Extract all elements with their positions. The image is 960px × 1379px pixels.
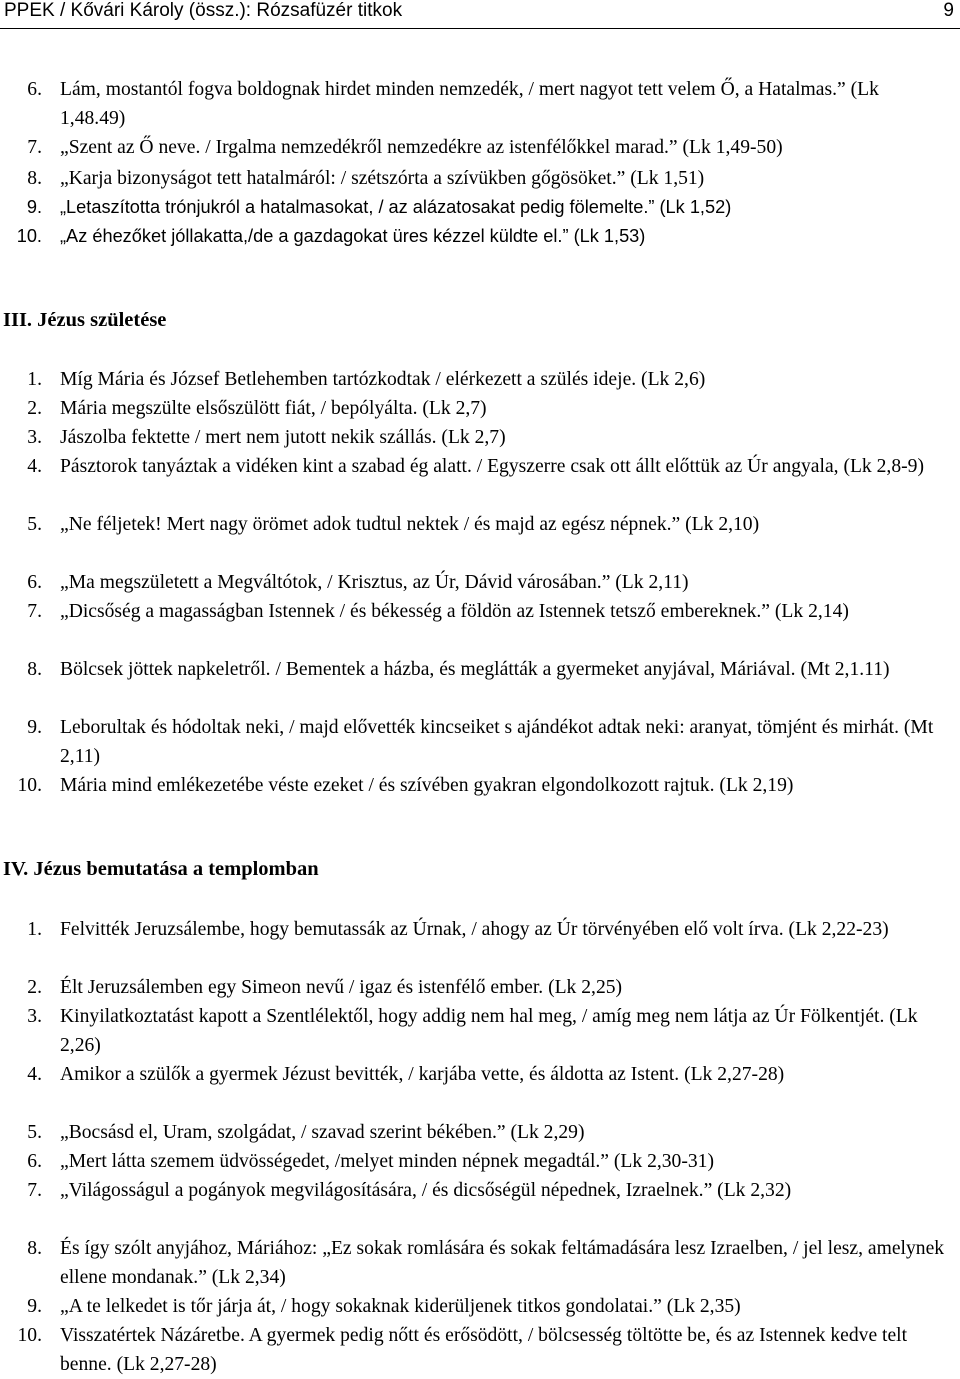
header-title: PPEK / Kővári Károly (össz.): Rózsafüzér titkok	[4, 0, 403, 21]
page-number: 9	[943, 0, 954, 21]
section-heading: IV. Jézus bemutatása a templomban	[3, 858, 319, 880]
header-rule	[0, 28, 960, 29]
page-header	[0, 0, 960, 38]
section-heading: III. Jézus születése	[3, 309, 167, 331]
